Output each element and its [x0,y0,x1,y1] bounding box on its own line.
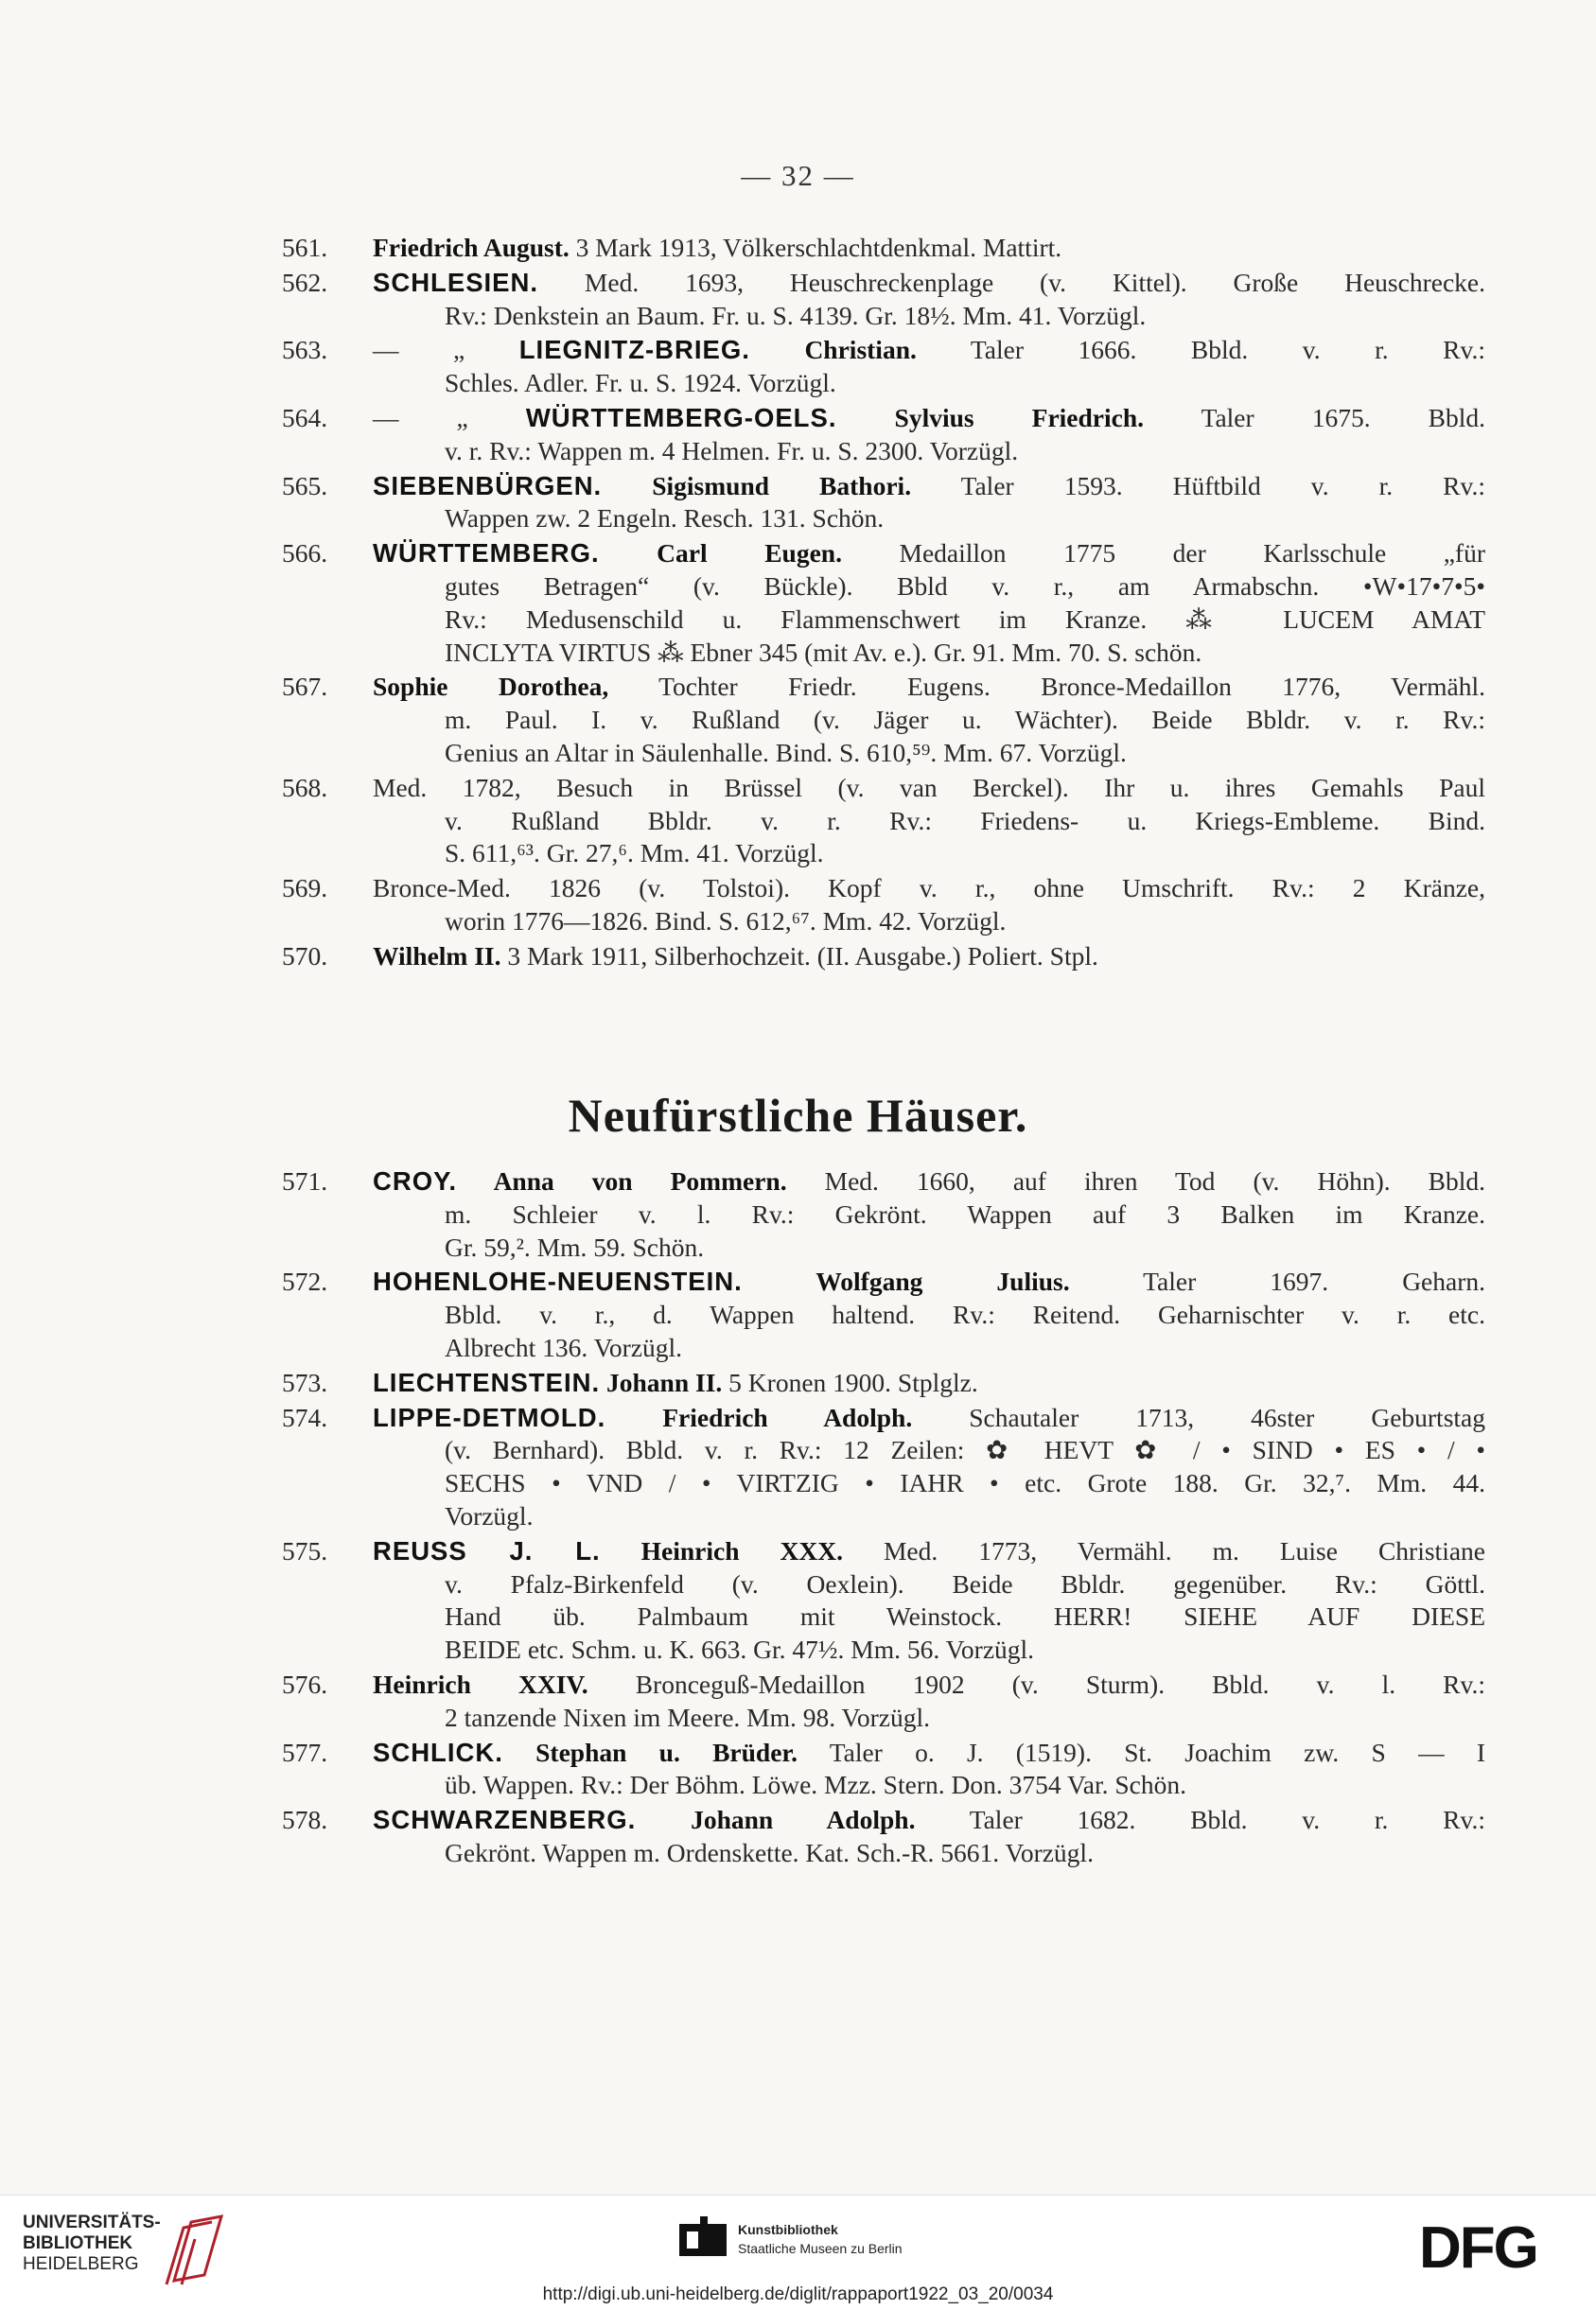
entry-line [373,940,1485,973]
house-name: HOHENLOHE-NEUENSTEIN. [373,1267,743,1297]
entry-line [373,1266,1485,1299]
entry-number: 569. [282,873,328,903]
entry-line [445,1299,1485,1332]
entry-text: INCLYTA VIRTUS ⁂ Ebner 345 (mit Av. e.). Gr. 91. Mm. 70. S. schön. [445,637,1202,667]
catalog-entry [284,1535,1485,1667]
entry-line [445,1467,1485,1500]
entry-line [373,1804,1485,1837]
catalog-entry [284,232,1485,265]
entry-number: 563. [282,335,328,365]
entry-line [445,502,1485,535]
entry-text: Med. 1693, Heuschreckenplage (v. Kittel). Große Heuschrecke. [538,267,1485,297]
catalog-entry [284,1402,1485,1533]
entry-line [445,1634,1485,1667]
ruler-name: Wolfgang Julius. [742,1267,1070,1297]
entry-text: worin 1776—1826. Bind. S. 612,⁶⁷. Mm. 42. Vorzügl. [445,905,1007,936]
entry-text: Vorzügl. [445,1500,534,1531]
ruler-name: Heinrich XXIV. [373,1669,588,1699]
entry-number: 565. [282,470,328,500]
entry-list-a [284,232,1485,975]
entry-number: 566. [282,538,328,569]
entry-line [445,905,1485,938]
entry-line [445,300,1485,333]
catalog-entry [284,671,1485,769]
entry-text: Gekrönt. Wappen m. Ordenskette. Kat. Sch.-R. 5661. Vorzügl. [445,1837,1094,1867]
catalog-entry [284,1804,1485,1870]
entry-text: Med. 1782, Besuch in Brüssel (v. van Berckel). Ihr u. ihres Gemahls Paul [373,772,1485,802]
entry-text: Schles. Adler. Fr. u. S. 1924. Vorzügl. [445,368,836,398]
entry-list-b [284,1165,1485,1872]
entry-number: 571. [282,1166,328,1196]
ub-line-1: UNIVERSITÄTS- [23,2213,161,2232]
entry-line [445,367,1485,400]
entry-number: 578. [282,1805,328,1835]
permalink-url[interactable]: http://digi.ub.uni-heidelberg.de/diglit/rappaport1922_03_20/0034 [542,2284,1054,2304]
ub-emblem-icon [165,2214,231,2286]
entry-text: Med. 1660, auf ihren Tod (v. Höhn). Bbld. [786,1166,1486,1196]
catalog-entry [284,940,1485,973]
entry-line [373,772,1485,805]
ruler-name: Sigismund Bathori. [602,470,912,500]
entry-text: BEIDE etc. Schm. u. K. 663. Gr. 47½. Mm. 56. Vorzügl. [445,1635,1035,1665]
entry-text: v. Rußland Bbldr. v. r. Rv.: Friedens- u. Kriegs-Embleme. Bind. [445,805,1485,835]
dfg-logo[interactable]: DFG [1419,2215,1537,2281]
entry-line [373,334,1485,367]
kunstbibliothek-logo[interactable] [679,2216,925,2273]
entry-number: 574. [282,1402,328,1432]
entry-text: Taler 1666. Bbld. v. r. Rv.: [916,335,1485,365]
entry-line [445,805,1485,838]
house-name: SCHWARZENBERG. [373,1805,637,1835]
entry-text: Taler 1697. Geharn. [1069,1267,1485,1297]
entry-number: 576. [282,1669,328,1699]
entry-line [373,1367,1485,1400]
entry-line [445,435,1485,468]
ruler-name: Wilhelm II. [373,940,501,971]
house-name: WÜRTTEMBERG-OELS. [525,402,837,432]
entry-text: Wappen zw. 2 Engeln. Resch. 131. Schön. [445,503,885,534]
entry-line [373,1535,1485,1568]
entry-text: Schautaler 1713, 46ster Geburtstag [912,1402,1485,1432]
kb-line-1: Kunstbibliothek [738,2222,838,2237]
entry-line [373,1165,1485,1199]
entry-line [445,1332,1485,1365]
entry-text: Rv.: Denkstein an Baum. Fr. u. S. 4139. Gr. 18½. Mm. 41. Vorzügl. [445,300,1147,330]
entry-line [373,1669,1485,1702]
entry-line [373,1402,1485,1435]
catalog-entry [284,872,1485,938]
entry-text: 3 Mark 1911, Silberhochzeit. (II. Ausgabe.) Poliert. Stpl. [500,940,1098,971]
footer-bar [0,2195,1596,2310]
entry-text: v. Pfalz-Birkenfeld (v. Oexlein). Beide Bbldr. gegenüber. Rv.: Göttl. [445,1568,1485,1599]
ruler-name: Johann II. [600,1367,723,1397]
ruler-name: Sophie Dorothea, [373,672,609,702]
entry-text: Albrecht 136. Vorzügl. [445,1332,683,1362]
ruler-name: Carl Eugen. [599,538,842,569]
entry-text: Taler 1682. Bbld. v. r. Rv.: [915,1805,1485,1835]
house-name: WÜRTTEMBERG. [373,538,600,569]
house-name: SCHLICK. [373,1737,503,1767]
entry-line [373,402,1485,435]
house-name: LIECHTENSTEIN. [373,1367,601,1397]
entry-line [373,872,1485,905]
kunstbibliothek-emblem-icon [679,2216,727,2264]
catalog-entry [284,537,1485,669]
entry-text: Gr. 59,². Mm. 59. Schön. [445,1232,705,1262]
entry-text: Genius an Altar in Säulenhalle. Bind. S. 610,⁵⁹. Mm. 67. Vorzügl. [445,737,1127,767]
entry-text: Taler 1675. Bbld. [1144,402,1485,432]
entry-line [445,1601,1485,1634]
entry-line [445,1702,1485,1735]
ub-heidelberg-text [23,2213,161,2275]
entry-number: 562. [282,267,328,297]
entry-text: Hand üb. Palmbaum mit Weinstock. HERR! SIEHE AUF DIESE [445,1601,1485,1632]
entry-line [373,232,1485,265]
entry-text: Taler 1593. Hüftbild v. r. Rv.: [911,470,1485,500]
ruler-name: Sylvius Friedrich. [836,402,1145,432]
entry-text: Bronceguß-Medaillon 1902 (v. Sturm). Bbld. v. l. Rv.: [588,1669,1485,1699]
entry-text: S. 611,⁶³. Gr. 27,⁶. Mm. 41. Vorzügl. [445,838,824,868]
catalog-entry [284,1669,1485,1735]
entry-line [445,1434,1485,1467]
ruler-name: Anna von Pommern. [457,1166,787,1196]
entry-line [445,1837,1485,1870]
entry-text: (v. Bernhard). Bbld. v. r. Rv.: 12 Zeilen: ✿ HEVT ✿ / • SIND • ES • / • [445,1435,1485,1465]
entry-number: 564. [282,402,328,432]
entry-text: Taler o. J. (1519). St. Joachim zw. S — I [797,1737,1486,1767]
kb-line-2: Staatliche Museen zu Berlin [738,2241,903,2256]
ruler-name: Friedrich Adolph. [605,1402,913,1432]
house-name: LIPPE-DETMOLD. [373,1402,606,1432]
ruler-name: Stephan u. Brüder. [502,1737,798,1767]
ruler-name: Heinrich XXX. [600,1535,843,1566]
entry-line [445,1500,1485,1533]
entry-text: SECHS • VND / • VIRTZIG • IAHR • etc. Grote 188. Gr. 32,⁷. Mm. 44. [445,1468,1485,1498]
kunstbibliothek-text [738,2220,903,2258]
entry-line [373,1737,1485,1770]
entry-line [445,837,1485,870]
entry-text: m. Schleier v. l. Rv.: Gekrönt. Wappen auf 3 Balken im Kranze. [445,1199,1485,1229]
entry-line [445,704,1485,737]
entry-line [445,1199,1485,1232]
entry-line [445,637,1485,670]
catalog-entry [284,1737,1485,1803]
entry-line [445,604,1485,637]
entry-text: Medaillon 1775 der Karlsschule „für [841,538,1485,569]
catalog-entry [284,267,1485,333]
entry-text: 5 Kronen 1900. Stplglz. [722,1367,978,1397]
house-name: CROY. [373,1166,458,1196]
catalog-entry [284,470,1485,536]
entry-number: 577. [282,1737,328,1767]
ruler-name: Friedrich August. [373,233,570,262]
entry-number: 568. [282,772,328,802]
catalog-entry [284,1266,1485,1364]
ub-line-2: BIBLIOTHEK [23,2233,133,2253]
house-name: REUSS J. L. [373,1535,601,1566]
entry-number: 567. [282,672,328,702]
entry-line [373,470,1485,503]
entry-text: Bbld. v. r., d. Wappen haltend. Rv.: Reitend. Geharnischter v. r. etc. [445,1300,1485,1330]
catalog-entry [284,1165,1485,1264]
entry-number: 570. [282,940,328,971]
entry-line [445,1232,1485,1265]
ruler-name: Christian. [749,335,917,365]
entry-number: 561. [282,233,328,262]
entry-line [373,537,1485,570]
entry-text: m. Paul. I. v. Rußland (v. Jäger u. Wächter). Beide Bbldr. v. r. Rv.: [445,705,1485,735]
entry-text: Bronce-Med. 1826 (v. Tolstoi). Kopf v. r., ohne Umschrift. Rv.: 2 Kränze, [373,873,1485,903]
catalog-entry [284,1367,1485,1400]
entry-number: 572. [282,1267,328,1297]
house-name: SIEBENBÜRGEN. [373,470,603,500]
catalog-entry [284,334,1485,400]
page-number: — 32 — [741,159,855,192]
entry-number: 573. [282,1367,328,1397]
entry-number: 575. [282,1535,328,1566]
entry-text: — „ [373,335,519,365]
entry-line [445,570,1485,604]
house-name: SCHLESIEN. [373,267,539,297]
catalog-entry [284,772,1485,870]
house-name: LIEGNITZ-BRIEG. [518,335,750,365]
entry-text: — „ [373,402,526,432]
entry-text: v. r. Rv.: Wappen m. 4 Helmen. Fr. u. S. 2300. Vorzügl. [445,435,1019,465]
entry-line [445,1769,1485,1802]
ub-line-3: HEIDELBERG [23,2254,139,2274]
entry-text: Med. 1773, Vermähl. m. Luise Christiane [842,1535,1485,1566]
entry-line [445,1568,1485,1601]
entry-text: 3 Mark 1913, Völkerschlachtdenkmal. Mattirt. [569,233,1062,262]
entry-line [373,267,1485,300]
entry-text: gutes Betragen“ (v. Bückle). Bbld v. r., am Armabschn. •W•17•7•5• [445,570,1485,601]
entry-text: üb. Wappen. Rv.: Der Böhm. Löwe. Mzz. Stern. Don. 3754 Var. Schön. [445,1770,1186,1800]
entry-line [445,737,1485,770]
ub-heidelberg-logo[interactable] [23,2213,250,2288]
section-title: Neufürstliche Häuser. [568,1089,1028,1142]
entry-text: 2 tanzende Nixen im Meere. Mm. 98. Vorzügl. [445,1702,930,1732]
catalog-entry [284,402,1485,468]
entry-text: Rv.: Medusenschild u. Flammenschwert im Kranze. ⁂ LUCEM AMAT [445,604,1485,634]
entry-text: Tochter Friedr. Eugens. Bronce-Medaillon 1776, Vermähl. [608,672,1485,702]
ruler-name: Johann Adolph. [636,1805,916,1835]
entry-line [373,671,1485,704]
